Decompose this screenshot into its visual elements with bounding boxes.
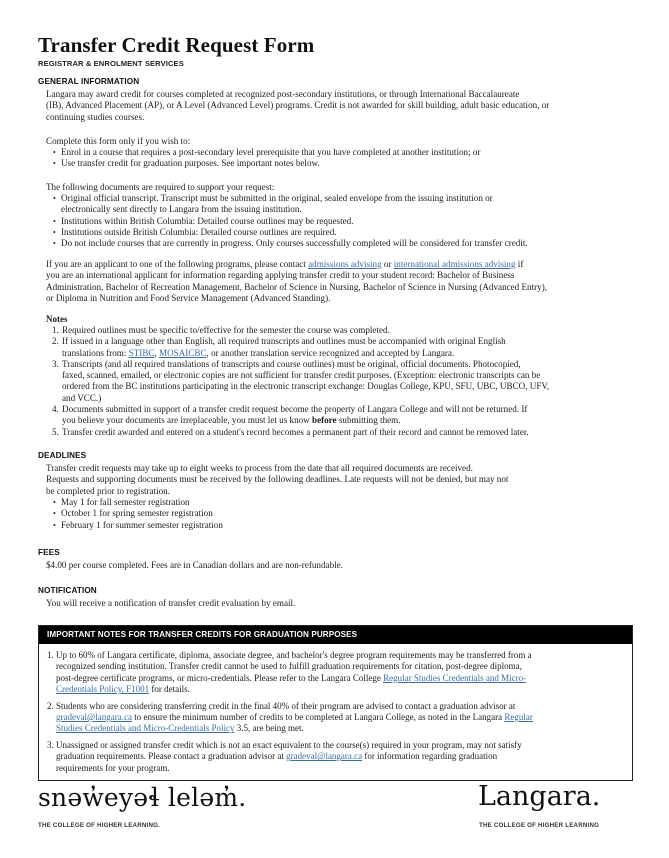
text-line: you are an international applicant for information regarding applying transfer credit to your student record: Bachelor of Business [46,270,515,281]
note-item [52,427,642,438]
notes-list [52,325,642,438]
text-line: Students who are considering transferring credit in the final 40% of their program are advised to contact a graduation advisor at [56,700,516,711]
text-fragment: for details. [149,684,190,695]
text-line [56,723,632,734]
list-item-continuation: electronically sent directly to Langara from the issuing institution. [61,204,302,215]
deadline-item: • May 1 for fall semester registration [53,497,633,508]
text-fragment: or [381,259,394,269]
deadlines-paragraph [46,463,636,497]
text-line: be completed prior to registration. [46,485,170,496]
text-line: Up to 60% of Langara certificate, diploma, associate degree, and bachelor's degree program requirements may be transferred from a [56,650,532,660]
stibc-link[interactable]: STIBC [128,347,155,358]
list-item: • Institutions outside British Columbia: Detailed course outlines are required. [53,227,633,238]
gradeval-email-link[interactable]: gradeval@langara.ca [286,751,363,762]
text-fragment: translations from: [62,347,129,358]
important-note-item [47,740,632,774]
text-line [62,348,642,359]
note-item [52,325,642,336]
notes-label: Notes [46,314,68,324]
section-heading-notification: NOTIFICATION [38,586,97,595]
department-subtitle: REGISTRAR & ENROLMENT SERVICES [38,59,184,68]
emphasis-before: before [312,415,337,426]
deadline-item: • October 1 for spring semester registration [53,508,633,519]
docs-intro: The following documents are required to support your request: [46,182,275,192]
complete-list [53,147,633,170]
langara-logo: Langara. [478,781,601,812]
text-line: faxed, scanned, emailed, or electronic copies are not sufficient for transfer credit purposes. (Exception: electronic transcripts can be [62,370,541,381]
important-note-item [47,650,632,696]
gradeval-email-link[interactable]: gradeval@langara.ca [56,712,132,723]
credentials-policy-link[interactable]: Regular Studies Credentials and Micro- [383,672,527,683]
section-heading-fees: FEES [38,548,60,557]
text-line: Required outlines must be specific to/effective for the semester the course was completed. [62,325,390,335]
text-fragment: If you are an applicant to one of the following programs, please contact [46,259,309,269]
important-notes-heading: IMPORTANT NOTES FOR TRANSFER CREDITS FOR GRADUATION PURPOSES [39,626,632,644]
text-line: Transfer credit requests may take up to eight weeks to process from the date that all required documents are received. [46,463,473,473]
text-fragment: 3.5, are being met. [234,723,304,734]
text-fragment: you believe your documents are irreplaceable, you must let us know [62,415,313,426]
note-item [52,359,642,404]
page-title: Transfer Credit Request Form [38,33,315,57]
regular-studies-policy-link-continued[interactable]: Studies Credentials and Micro-Credentials Policy [56,723,235,734]
note-item [52,336,642,359]
text-fragment: , [154,347,160,358]
important-notes-box [38,625,633,781]
list-item: • Do not include courses that are currently in progress. Only courses successfully completed will be considered for transfer credit. [53,238,633,249]
text-line: Transcripts (and all required translations of transcripts and course outlines) must be original, official documents. Photocopied, [62,358,521,369]
list-item: • Use transfer credit for graduation purposes. See important notes below. [53,158,633,169]
text-line: If issued in a language other than English, all required transcripts and outlines must be accompanied with original English [62,336,506,347]
text-line: (IB), Advanced Placement (AP), or A Level (Advanced Level) programs. Credit is not awarded for skill building, adult basic education, or [46,100,550,111]
note-number: 2. [52,336,59,347]
admissions-advising-link[interactable]: admissions advising [308,259,382,269]
text-line: continuing studies courses. [46,111,145,122]
mosaicbc-link[interactable]: MOSAICBC [159,347,207,358]
note-number: 3. [47,739,54,750]
complete-intro: Complete this form only if you wish to: [46,136,191,146]
text-fragment: to ensure the minimum number of credits to be completed at Langara College, as noted in the Langara [132,712,505,723]
text-line: Requests and supporting documents must be received by the following deadlines. Late requests will not be denied, but may not [46,474,509,485]
notification-text: You will receive a notification of transfer credit evaluation by email. [46,598,296,608]
text-line [56,673,632,684]
important-note-item [47,701,632,735]
text-line: requirements for your program. [56,762,170,773]
text-fragment: for information regarding graduation [362,751,498,762]
text-fragment: , or another translation service recognized and accepted by Langara. [206,347,455,358]
section-heading-deadlines: DEADLINES [38,451,87,460]
snaweyal-lelam-logo: snəw̓eyəɬ leləm̓. [38,783,247,812]
section-heading-general: GENERAL INFORMATION [38,77,140,86]
list-item: • Enrol in a course that requires a post-secondary level prerequisite that you have completed at another institution; or [53,147,633,158]
list-item: • Original official transcript. Transcript must be submitted in the original, sealed envelope from the issuing institution or [53,193,633,204]
text-line: Langara may award credit for courses completed at recognized post-secondary institutions, or through International Baccalaureate [46,89,520,99]
text-line: or Diploma in Nutrition and Food Service Management (Advanced Standing). [46,292,331,303]
docs-list [53,193,633,249]
text-fragment: submitting them. [336,415,401,426]
note-number: 3. [52,358,59,369]
text-line: ordered from the BC institutions participating in the electronic transcript exchange: Douglas College, KPU, SFU, UBC, UBCO, UFV, [62,381,550,392]
text-line [62,415,642,426]
text-line [46,259,636,270]
general-intro [46,89,636,123]
deadline-item: • February 1 for summer semester registration [53,520,633,531]
text-fragment: post-degree certificate programs, or micro-credentials. Please refer to the Langara College [56,672,384,683]
text-line: and VCC.) [62,392,102,403]
note-number: 1. [47,650,54,660]
international-admissions-advising-link[interactable]: international admissions advising [393,259,516,269]
text-fragment: if [515,259,524,269]
note-number: 4. [52,404,59,415]
text-line: Documents submitted in support of a transfer credit request become the property of Langara College and will not be returned. If [62,404,528,415]
regular-studies-policy-link[interactable]: Regular [504,712,533,723]
left-tagline: THE COLLEGE OF HIGHER LEARNING. [38,822,161,829]
text-line: Administration, Bachelor of Recreation Management, Bachelor of Science in Nursing, Bachelor of Science in Nursing (Advanced Entry), [46,281,548,292]
note-number: 2. [47,700,54,711]
note-number: 1. [52,325,59,335]
right-tagline: THE COLLEGE OF HIGHER LEARNING [479,822,600,829]
note-item [52,404,642,427]
text-line: recognized sending institution. Transfer credit cannot be used to fulfill graduation requirements for citation, post-degree diploma, [56,661,522,672]
deadlines-list [53,497,633,531]
programs-paragraph [46,259,636,304]
text-line [56,712,632,723]
note-number: 5. [52,426,59,437]
important-notes-list [47,650,632,779]
text-line: Unassigned or assigned transfer credit which is not an exact equivalent to the course(s) required in your program, may not satisfy [56,739,522,750]
list-item: • Institutions within British Columbia: Detailed course outlines may be requested. [53,216,633,227]
text-line: Transfer credit awarded and entered on a student's record becomes a permanent part of their record and cannot be removed later. [62,426,529,437]
fees-text: $4.00 per course completed. Fees are in Canadian dollars and are non-refundable. [46,560,343,570]
text-line [56,684,632,695]
text-line [56,751,632,762]
text-fragment: graduation requirements. Please contact a graduation advisor at [56,751,287,762]
credentials-policy-link-continued[interactable]: Credentials Policy, F1001 [56,684,150,695]
